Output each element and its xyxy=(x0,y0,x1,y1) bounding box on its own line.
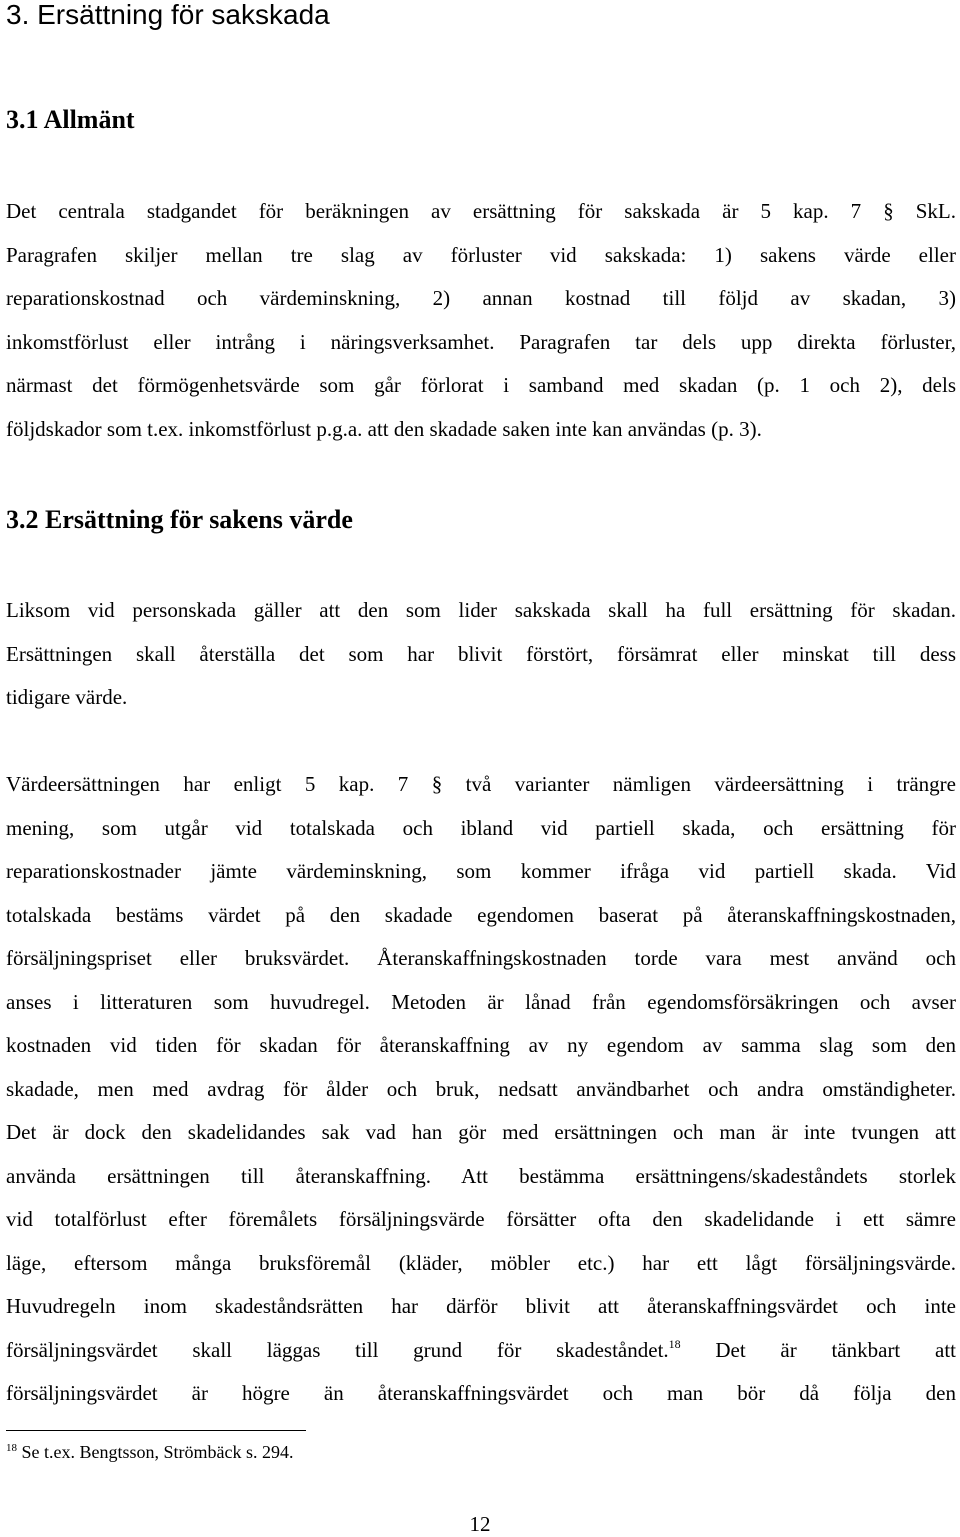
text-fragment: försäljningsvärdet skall läggas till grund för skadeståndet. xyxy=(6,1337,669,1362)
text-line: Paragrafen skiljer mellan tre slag av förluster vid sakskada: 1) sakens värde eller xyxy=(6,242,956,267)
text-line: Ersättningen skall återställa det som har blivit förstört, försämrat eller minskat till dess xyxy=(6,641,956,666)
footnote xyxy=(6,1440,294,1464)
text-line: Det centrala stadgandet för beräkningen av ersättning för sakskada är 5 kap. 7 § SkL. xyxy=(6,199,956,223)
text-line: använda ersättningen till återanskaffning. Att bestämma ersättningens/skadeståndets storlek xyxy=(6,1163,956,1188)
text-line: Värdeersättningen har enligt 5 kap. 7 § två varianter nämligen värdeersättning i trängre xyxy=(6,772,956,796)
text-line: läge, eftersom många bruksföremål (kläder, möbler etc.) har ett lågt försäljningsvärde. xyxy=(6,1250,956,1275)
text-line: skadade, men med avdrag för ålder och bruk, nedsatt användbarhet och andra omständigheter. xyxy=(6,1076,956,1101)
text-line: följdskador som t.ex. inkomstförlust p.g.a. att den skadade saken inte kan användas (p. 3). xyxy=(6,416,762,441)
subsection-title-sakens-varde: 3.2 Ersättning för sakens värde xyxy=(6,505,353,534)
footnote-text: Se t.ex. Bengtsson, Strömbäck s. 294. xyxy=(17,1442,294,1462)
footnote-divider xyxy=(6,1430,306,1431)
text-line: försäljningspriset eller bruksvärdet. Återanskaffningskostnaden torde vara mest använd och xyxy=(6,946,956,970)
text-line: inkomstförlust eller intrång i näringsverksamhet. Paragrafen tar dels upp direkta förluster, xyxy=(6,329,956,354)
footnote-number: 18 xyxy=(6,1442,17,1454)
text-line: reparationskostnad och värdeminskning, 2) annan kostnad till följd av skadan, 3) xyxy=(6,286,956,310)
text-line: mening, som utgår vid totalskada och ibland vid partiell skada, och ersättning för xyxy=(6,815,956,840)
text-line-with-footnote xyxy=(6,1329,956,1373)
text-line: tidigare värde. xyxy=(6,685,128,709)
text-line: kostnaden vid tiden för skadan för återanskaffning av ny egendom av samma slag som den xyxy=(6,1033,956,1057)
paragraph-liksom xyxy=(6,589,956,720)
text-line: närmast det förmögenhetsvärde som går förlorat i samband med skadan (p. 1 och 2), dels xyxy=(6,373,956,397)
text-line: reparationskostnader jämte värdeminskning, som kommer ifråga vid partiell skada. Vid xyxy=(6,859,956,883)
paragraph-vardeersattning xyxy=(6,763,956,1416)
paragraph-allmant xyxy=(6,190,956,451)
footnote-reference[interactable]: 18 xyxy=(668,1336,681,1351)
text-fragment: Det är tänkbart att xyxy=(680,1337,956,1362)
text-line: totalskada bestäms värdet på den skadade egendomen baserat på återanskaffningskostnaden, xyxy=(6,902,956,927)
text-line: försäljningsvärdet är högre än återanskaffningsvärdet och man bör då följa den xyxy=(6,1381,956,1405)
text-line: vid totalförlust efter föremålets försäljningsvärde försätter ofta den skadelidande i ett sämre xyxy=(6,1207,956,1231)
text-line: Det är dock den skadelidandes sak vad han gör med ersättningen och man är inte tvungen att xyxy=(6,1120,956,1144)
text-line: anses i litteraturen som huvudregel. Metoden är lånad från egendomsförsäkringen och avser xyxy=(6,989,956,1014)
page-number: 12 xyxy=(469,1512,491,1536)
text-line: Liksom vid personskada gäller att den som lider sakskada skall ha full ersättning för skadan. xyxy=(6,598,956,622)
subsection-title-allmant: 3.1 Allmänt xyxy=(6,105,135,134)
section-title: 3. Ersättning för sakskada xyxy=(6,0,330,30)
text-line: Huvudregeln inom skadeståndsrätten har därför blivit att återanskaffningsvärdet och inte xyxy=(6,1294,956,1318)
